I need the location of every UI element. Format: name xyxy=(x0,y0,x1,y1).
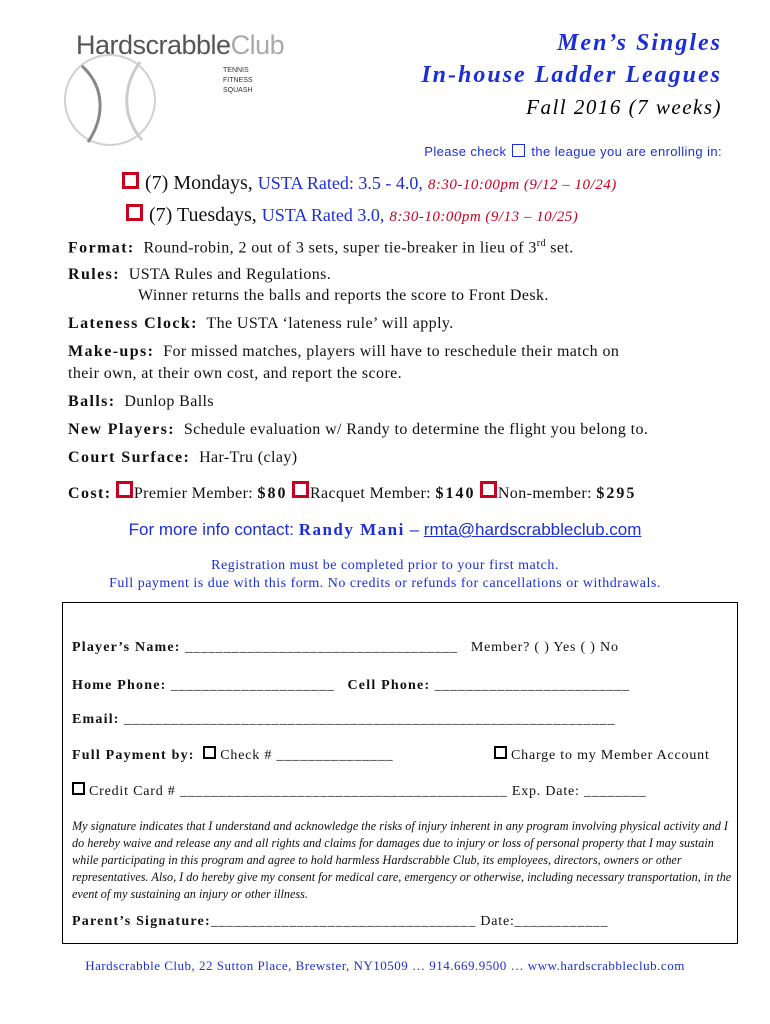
title-line-1: Men’s Singles xyxy=(557,30,722,56)
cost-checkbox-racquet[interactable] xyxy=(292,481,309,498)
league-checkbox-mondays[interactable] xyxy=(122,172,139,189)
check-payment-checkbox[interactable] xyxy=(203,746,216,759)
league-option-tuesdays[interactable]: (7) Tuesdays, USTA Rated 3.0, 8:30-10:00pm (9/13 – 10/25) xyxy=(126,204,578,227)
contact-line: For more info contact: Randy Mani – rmta@hardscrabbleclub.com xyxy=(128,520,642,539)
cost-checkbox-premier[interactable] xyxy=(116,481,133,498)
title-line-3: Fall 2016 (7 weeks) xyxy=(526,95,722,119)
rules-line: Rules: USTA Rules and Regulations. xyxy=(68,266,332,283)
charge-account-checkbox[interactable] xyxy=(494,746,507,759)
phone-row: Home Phone: _____________________ Cell Phone: _________________________ xyxy=(72,678,630,693)
date-field[interactable]: ____________ xyxy=(514,914,609,929)
email-row: Email: _______________________________________________________________ xyxy=(72,712,616,727)
balls-line: Balls: Dunlop Balls xyxy=(68,393,215,410)
league-option-mondays[interactable]: (7) Mondays, USTA Rated: 3.5 - 4.0, 8:30-10:00pm (9/12 – 10/24) xyxy=(122,172,617,195)
rules-line-2: Winner returns the balls and reports the score to Front Desk. xyxy=(138,287,549,304)
new-players-line: New Players: Schedule evaluation w/ Randy to determine the flight you belong to. xyxy=(68,421,649,438)
charge-account-option[interactable]: Charge to my Member Account xyxy=(494,746,710,764)
league-checkbox-tuesdays[interactable] xyxy=(126,204,143,221)
makeups-line: Make-ups: For missed matches, players will have to reschedule their match on xyxy=(68,343,620,360)
player-name-row: Player’s Name: ___________________________________ Member? ( ) Yes ( ) No xyxy=(72,640,619,655)
contact-email-link[interactable]: rmta@hardscrabbleclub.com xyxy=(423,520,642,539)
signature-field[interactable]: __________________________________ xyxy=(210,914,477,929)
check-instruction: Please check the league you are enrolling in: xyxy=(424,144,722,159)
payment-row: Full Payment by: Check # _______________ xyxy=(72,748,394,763)
format-line: Format: Round-robin, 2 out of 3 sets, super tie-breaker in lieu of 3rd set. xyxy=(68,238,574,257)
makeups-line-2: their own, at their own cost, and report the score. xyxy=(68,365,403,382)
email-field[interactable]: _______________________________________________________________ xyxy=(123,712,616,727)
court-surface-line: Court Surface: Har-Tru (clay) xyxy=(68,449,298,466)
waiver-text: My signature indicates that I understand and acknowledge the risks of injury inherent in any program involving physical activity and I do hereby waive and release any and all rights and claims for damages due to injury or loss of personal property that I may sustain while participating in this program and agree to hold harmless Hardscrabble Club, its employees, directors, owners or other representatives. Also, I do hereby give my consent for medical care, emergency or otherwise, including necessary transportation, in the event of my sustaining an injury or other illness. xyxy=(72,819,732,901)
credit-card-field[interactable]: __________________________________________ xyxy=(179,784,508,799)
registration-note-2: Full payment is due with this form. No credits or refunds for cancellations or withdrawals. xyxy=(109,576,661,591)
club-logo-subtitle: TENNIS FITNESS SQUASH xyxy=(223,67,253,94)
member-question[interactable]: Member? ( ) Yes ( ) No xyxy=(470,640,619,655)
lateness-line: Lateness Clock: The USTA ‘lateness rule’ will apply. xyxy=(68,315,454,332)
tennis-ball-logo-icon xyxy=(60,52,170,152)
registration-note-1: Registration must be completed prior to your first match. xyxy=(211,558,559,573)
club-logo-wordmark: HardscrabbleClub xyxy=(76,30,285,60)
credit-card-checkbox[interactable] xyxy=(72,782,85,795)
player-name-field[interactable]: ___________________________________ xyxy=(184,640,458,655)
cell-phone-field[interactable]: _________________________ xyxy=(434,678,630,693)
checkbox-icon xyxy=(512,144,525,157)
home-phone-field[interactable]: _____________________ xyxy=(170,678,335,693)
credit-card-row: Credit Card # __________________________________________ Exp. Date: ________ xyxy=(72,782,646,800)
check-number-field[interactable]: _______________ xyxy=(276,748,394,763)
exp-date-field[interactable]: ________ xyxy=(584,784,647,799)
cost-checkbox-nonmember[interactable] xyxy=(480,481,497,498)
title-line-2: In-house Ladder Leagues xyxy=(421,62,722,88)
cost-line: Cost: Premier Member: $80 Racquet Member: $140 Non-member: $295 xyxy=(68,481,636,503)
footer-address: Hardscrabble Club, 22 Sutton Place, Brewster, NY10509 … 914.669.9500 … www.hardscrabbleclub.com xyxy=(85,958,685,973)
signature-row: Parent’s Signature:__________________________________ Date:____________ xyxy=(72,914,609,929)
